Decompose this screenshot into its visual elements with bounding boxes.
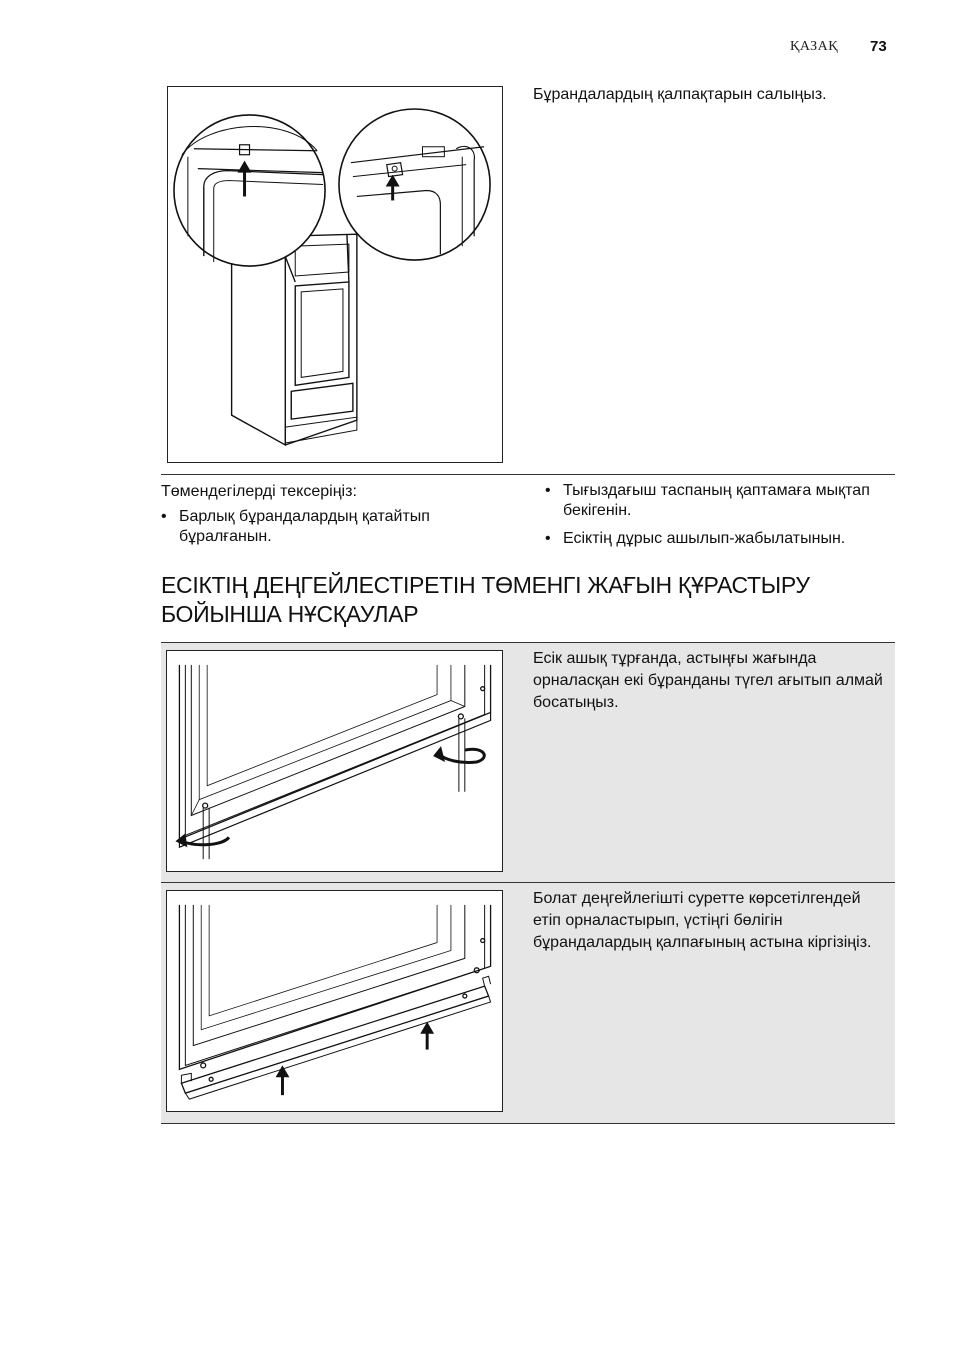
step-1-text: Есік ашық тұрғанда, астыңғы жағында орналасқан екі бұранданы түгел ағытып алмай босатыңыз. <box>533 650 883 711</box>
section-title: ЕСІКТІҢ ДЕҢГЕЙЛЕСТІРЕТІН ТӨМЕНГІ ЖАҒЫН ҚҰРАСТЫРУ БОЙЫНША НҰСҚАУЛАР <box>161 572 810 627</box>
header-language: ҚАЗАҚ <box>790 39 839 54</box>
cabinet-screw-caps-illustration <box>167 86 503 463</box>
checklist-left <box>161 507 461 555</box>
step-2-text: Болат деңгейлегішті суретте көрсетілгендей етіп орналастырып, үстіңгі бөлігін бұрандалардың қалпағының астына кіргізіңіз. <box>533 890 872 951</box>
divider-top <box>161 474 895 475</box>
checklist-item: • Тығыздағыш таспаның қаптамаға мықтап бекігенін. <box>545 481 885 521</box>
page-number: 73 <box>870 38 887 55</box>
insert-leveler-illustration <box>166 890 503 1112</box>
step-top-text: Бұрандалардың қалпақтарын салыңыз. <box>533 86 827 103</box>
checklist-item: • Барлық бұрандалардың қатайтып бұралғанын. <box>161 507 461 547</box>
checklist-right <box>545 481 885 557</box>
checklist-intro: Төмендегілерді тексеріңіз: <box>161 483 357 500</box>
checklist-item: • Есіктің дұрыс ашылып-жабылатынын. <box>545 529 885 549</box>
divider-bottom <box>161 1123 895 1124</box>
loosen-screws-illustration <box>166 650 503 872</box>
